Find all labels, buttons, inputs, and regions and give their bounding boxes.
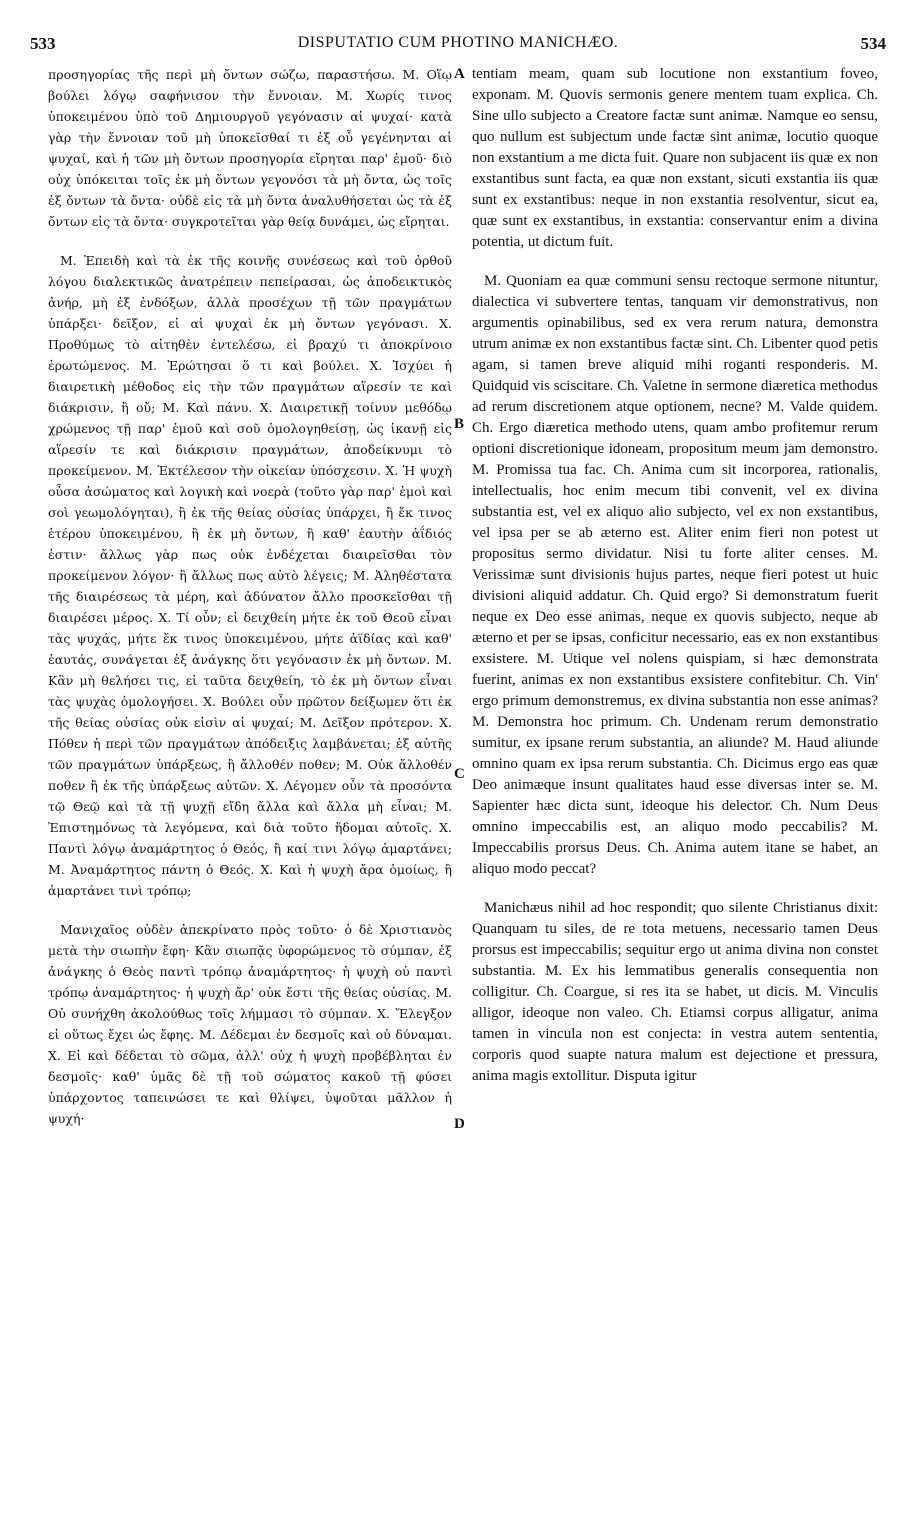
greek-paragraph-3: Μανιχαῖος οὐδὲν ἀπεκρίνατο πρὸς τοῦτο· ὁ δὲ Χριστιανὸς μετὰ τὴν σιωπὴν ἔφη· Κἂν σιωπᾷς ὑφορώμενος τὸ σύμπαν, ἐξ ἀνάγκης ὁ Θεὸς παντὶ τρόπῳ ἀναμάρτητος· ἡ ψυχὴ οὐ παντὶ τρόπῳ ἀναμάρτητος· ἡ ψυχὴ ἄρ' οὐκ ἔστι τῆς θείας οὐσίας. Μ. Οὐ συνήχθη ἀκολούθως τοῖς λήμμασι τὸ σύμπαν. Χ. Ἔλεγξον εἰ οὕτως ἔχει ὡς ἔφης. Μ. Δέδεμαι ἐν δεσμοῖς καὶ οὐ δύναμαι. Χ. Εἰ καὶ δέδεται τὸ σῶμα, ἀλλ' οὐχ ἡ ψυχὴ προβέβληται ἐν δεσμοῖς· καθ' ὑμᾶς δὲ τῇ τοῦ σώματος κακοῦ τῇ φύσει ὑπάρχοντος ταπεινώσει τε καὶ θλίψει, ὑψοῦται μᾶλλον ἡ ψυχή·	[48, 922, 452, 1126]
latin-column	[472, 64, 878, 1529]
section-marker-b: B	[454, 416, 465, 432]
latin-paragraph-3: Manichæus nihil ad hoc respondit; quo silente Christianus dixit: Quanquam tu siles, de re tota metuens, necessario tamen Deus prorsus est impeccabilis; sequitur ergo ut anima divina non constet substantia. M. Ex his lemmatibus generalis consequentia non colligitur. Ch. Coargue, si res ita se habet, ut dicis. M. Vinculis alligor, ideoque non valeo. Ch. Etiamsi corpus alligatur, anima tamen in vincula non est conjecta: in vestra autem sententia, corporis quod suapte natura malum est dejectione et pressura, anima magis extollitur. Disputa igitur	[472, 900, 878, 1084]
section-marker-a: A	[454, 66, 465, 82]
greek-paragraph-1: προσηγορίας τῆς περὶ μὴ ὄντων σώζω, παραστήσω. Μ. Οἵῳ βούλει λόγῳ σαφήνισον τὴν ἔννοιαν. Μ. Χωρίς τινος ὑποκειμένου ὑπὸ τοῦ Δημιουργοῦ γεγόνασιν αἱ ψυχαί· κατὰ γὰρ τὴν ἔννοιαν τοῦ μὴ ὑποκεῖσθαί τι ἐξ οὗ γεγένηνται αἱ ψυχαί, καὶ ἡ τῶν μὴ ὄντων προσηγορία εἴρηται παρ' ἐμοῦ· διὸ οὐχ ὑπόκειται τοῖς ἐκ μὴ ὄντων γεγονόσι τὰ μὴ ὄντα, ὡς τοῖς ἐξ ὄντων τὰ ὄντα· οὐδὲ εἰς τὰ μὴ ὄντα ἀναλυθήσεται ὡς τὰ ἐξ ὄντων εἰς τὰ ὄντα· συγκροτεῖται γὰρ θείᾳ δυνάμει, ὡς εἴρηται.	[48, 67, 452, 229]
page-number-left: 533	[30, 34, 56, 53]
page-number-right: 534	[860, 34, 886, 53]
running-title: DISPUTATIO CUM PHOTINO MANICHÆO.	[297, 34, 619, 51]
section-marker-d: D	[454, 1116, 465, 1132]
section-marker-c: C	[454, 766, 465, 782]
page-header	[30, 34, 886, 58]
greek-paragraph-2: Μ. Ἐπειδὴ καὶ τὰ ἐκ τῆς κοινῆς συνέσεως καὶ τοῦ ὀρθοῦ λόγου διαλεκτικῶς ἀνατρέπειν πεπείρασαι, ὡς ἀποδεικτικὸς ἀνήρ, μὴ ἐξ ἐνδόξων, ἀλλὰ προσέχων τῇ τῶν πραγμάτων ὑπάρξει· δεῖξον, εἰ αἱ ψυχαὶ ἐκ μὴ ὄντων γεγόνασι. Χ. Προθύμως τὸ αἰτηθὲν ἐντελέσω, εἰ βραχύ τι ἀποκρίνοιο ἐρωτώμενος. Μ. Ἐρώτησαι ὅ τι καὶ βούλει. Χ. Ἰσχύει ἡ διαιρετικὴ μέθοδος εἰς τὴν τῶν πραγμάτων αἵρεσίν τε καὶ διάκρισιν, ἢ οὔ; Μ. Καὶ πάνυ. Χ. Διαιρετικῇ τοίνυν μεθόδῳ χρώμενος τῇ παρ' ἐμοῦ καὶ σοῦ ὁμολογηθείσῃ, ὡς ἱκανῇ εἰς αἵρεσίν τε καὶ διάκρισιν πραγμάτων, ἀποδείκνυμι τὸ προκείμενον. Μ. Ἐκτέλεσον τὴν οἰκείαν ὑπόσχεσιν. Χ. Ἡ ψυχὴ οὖσα ἀσώματος καὶ λογικὴ καὶ νοερὰ (τοῦτο γὰρ παρ' ἐμοὶ καὶ σοὶ γεωμολόγηται), ἢ ἐκ τῆς θείας οὐσίας ὑπάρχει, ἢ ἔκ τινος ἑτέρου ὑποκειμένου, ἢ ἐκ μὴ ὄντων, ἢ καθ' ἑαυτὴν ἀΐδιός ἐστιν· ἄλλως γὰρ πως οὐκ ἐνδέχεται διαιρεῖσθαι τὸν προκείμενον λόγον· ἢ ἄλλως πως αὐτὸ λέγεις; Μ. Ἀληθέστατα τῆς διαιρέσεως τὰ μέρη, καὶ ἀδύνατον ἄλλο προσκεῖσθαι τῇ διαιρέσει μέρος. Χ. Τί οὖν; εἰ δειχθείη μήτε ἐκ τοῦ Θεοῦ εἶναι τὰς ψυχάς, μήτε ἔκ τινος ὑποκειμένου, μήτε ἀϊδίας καὶ καθ' ἑαυτάς, συνάγεται ἐξ ἀνάγκης ὅτι γεγόνασιν ἐκ μὴ ὄντων. Μ. Κἂν μὴ θελήσει τις, εἰ ταῦτα δειχθείη, τὸ ἐκ μὴ ὄντων εἶναι τὰς ψυχὰς ὁμολογήσει. Χ. Βούλει οὖν πρῶτον δείξωμεν ὅτι ἐκ τῆς θείας οὐσίας οὐκ εἰσὶν αἱ ψυχαί; Μ. Δεῖξον πρότερον. Χ. Πόθεν ἡ περὶ τῶν πραγμάτων ἀπόδειξις λαμβάνεται; ἐξ αὐτῆς τῶν πραγμάτων ὑπάρξεως, ἢ ἄλλοθέν ποθεν; Μ. Οὐκ ἄλλοθέν ποθεν ἢ ἐκ τῆς ὑπάρξεως αὐτῶν. Χ. Λέγομεν οὖν τὰ προσόντα τῷ Θεῷ καὶ τὰ τῇ ψυχῇ εἴδη ἄλλα καὶ ἄλλα μὴ εἶναι; Μ. Ἐπιστημόνως τὰ λεγόμενα, καὶ διὰ τοῦτο ἥδομαι αὐτοῖς. Χ. Παντὶ λόγῳ ἀναμάρτητος ὁ Θεός, ἢ καί τινι λόγῳ ἁμαρτάνει; Μ. Ἀναμάρτητος πάντη ὁ Θεός. Χ. Καὶ ἡ ψυχὴ ἄρα ὁμοίως, ἢ ἁμαρτάνει τινὶ τρόπῳ;	[48, 253, 452, 898]
latin-paragraph-1: tentiam meam, quam sub locutione non exstantium foveo, exponam. M. Quovis sermonis genere mentem tuam explica. Ch. Sine ullo subjecto a Creatore factæ sunt animæ. Namque eo sensu, quo nullum est subjectum unde factæ sint animæ, locutio quoque non exstantium a me dicta fuit. Quare non subjacent iis quæ ex non exstantibus sunt facta, ea quæ non exstant, sicuti exstantia iis quæ sunt ex exstantibus: neque in non exstantia resolventur, sicut ea, quæ sunt ex exstantibus, in exstantia: conservantur enim a divina potentia, ut dictum fuit.	[472, 66, 878, 250]
greek-column	[48, 64, 452, 1529]
latin-paragraph-2: M. Quoniam ea quæ communi sensu rectoque sermone nituntur, dialectica vi subvertere tentas, tanquam vir demonstrativus, non argumentis opinabilibus, sed ex vera rerum natura, demonstra utrum animæ ex non exstantibus factæ sint. Ch. Libenter quod petis agam, si tamen breve aliquid mihi roganti responderis. M. Quidquid vis sciscitare. Ch. Valetne in sermone diæretica methodus ad rerum discretionem atque optionem, necne? M. Valde quidem. Ch. Ergo diæretica methodo utens, quam ambo profitemur rerum optioni discretionique idoneam, propositum meum jam demonstro. M. Promissa tua fac. Ch. Anima cum sit incorporea, rationalis, intellectualis, hoc enim mecum tibi convenit, vel ex divina substantia est, vel ex aliquo alio subjecto, vel ex non exstantibus, vel ipsa per se ab æterno est. Aliter enim fieri non potest ut propositus sermo dividatur. Nisi tu forte aliter censes. M. Verissimæ sunt divisionis hujus partes, neque fieri potest ut huic divisioni aliquid addatur. Ch. Quid ergo? Si demonstratum fuerit neque ex Deo esse animas, neque ex quovis subjecto, neque ab æterno et per se ipsas, conficitur necessario, eas ex non exstantibus exsistere. M. Utique vel nolens quispiam, si hæc demonstrata fuerint, animas ex non exstantibus exsistere confitebitur. Ch. Vin' ergo primum demonstremus, ex divina substantia non esse animas? M. Demonstra hoc primum. Ch. Undenam rerum demonstratio sumitur, ex ipsane rerum substantia, an aliunde? M. Haud aliunde omnino quam ex ipsa rerum substantia. Ch. Dicimus ergo eas quæ Deo animæque insunt qualitates haud esse diversas inter se. M. Sapienter hæc dicta sunt, ideoque his delector. Ch. Num Deus omnino impeccabilis est, an aliquo modo peccabilis? M. Impeccabilis prorsus Deus. Ch. Anima autem itane se habet, an aliquo modo peccat?	[472, 273, 878, 877]
